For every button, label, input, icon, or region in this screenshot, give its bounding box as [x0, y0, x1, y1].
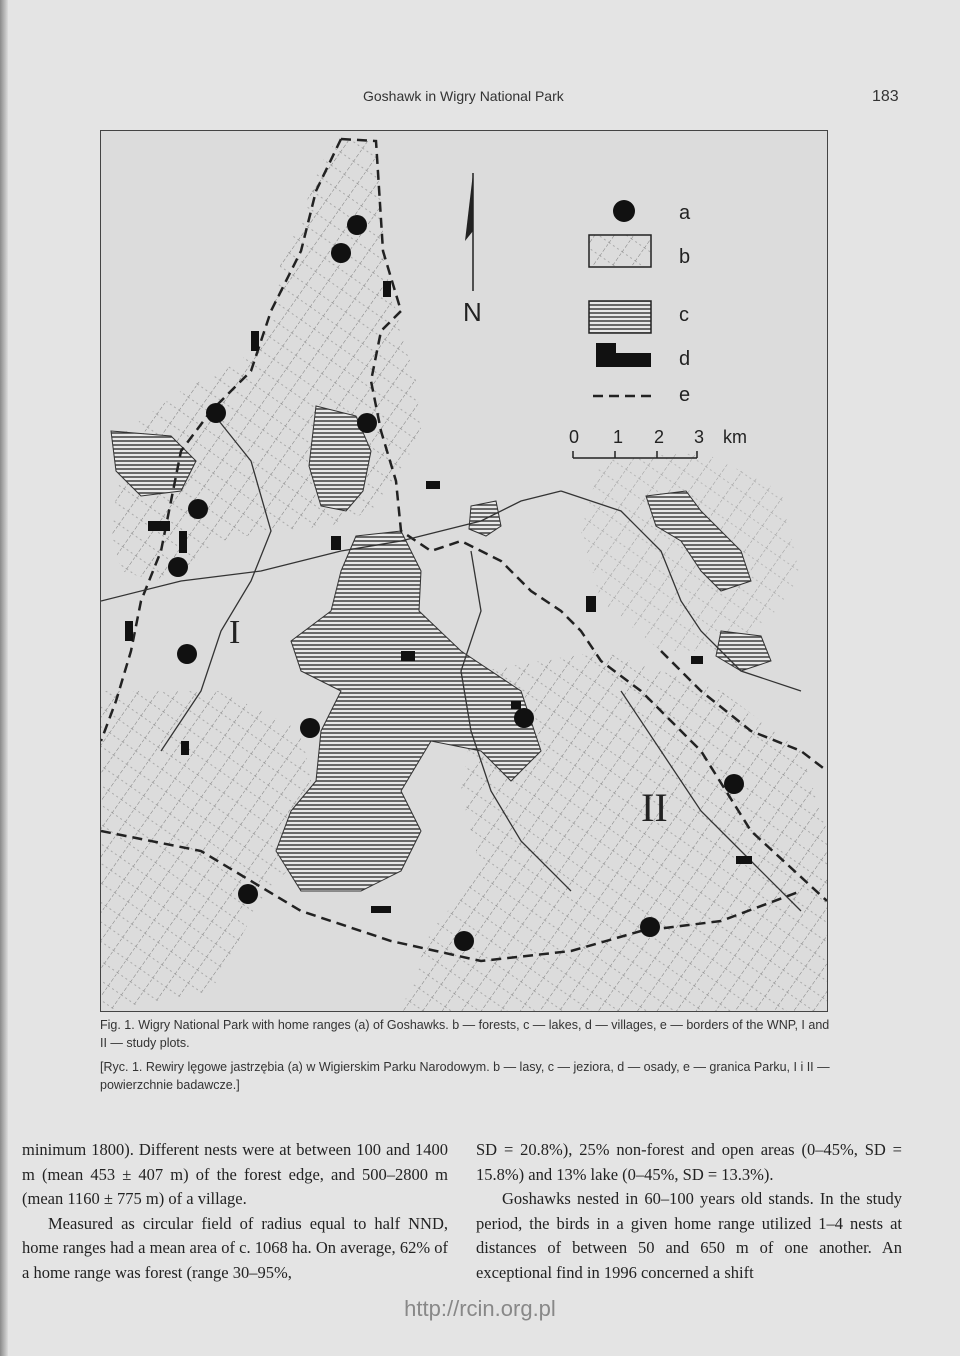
north-arrow [463, 173, 482, 327]
scale-tick-0: 0 [569, 427, 580, 447]
map-legend [589, 200, 691, 406]
legend-symbol-lake [589, 301, 651, 333]
scale-tick-1: 1 [613, 427, 624, 447]
legend-label-c: c [679, 304, 689, 326]
binding-shadow [0, 0, 8, 1356]
legend-symbol-forest [589, 235, 651, 267]
body-paragraph: minimum 1800). Different nests were at between 100 and 1400 m (mean 453 ± 407 m) of the forest edge, and 500–2800 m (mean 1160 ± 775 m) of a village. [22, 1140, 448, 1208]
scale-tick-3: 3 [694, 427, 705, 447]
legend-label-d: d [679, 348, 691, 370]
body-column-left [22, 1138, 448, 1285]
figure-caption-pl: [Ryc. 1. Rewiry lęgowe jastrzębia (a) w Wigierskim Parku Narodowym. b — lasy, c — jeziora, d — osady, e — granica Parku, I i II — powierzchnie badawcze.] [100, 1060, 830, 1092]
legend-label-a: a [679, 202, 691, 224]
north-label: N [463, 297, 482, 327]
scale-tick-2: 2 [654, 427, 665, 447]
body-paragraph: Measured as circular field of radius equal to half NND, home ranges had a mean area of c. 1068 ha. On average, 62% of a home range was forest (range 30–95%, [22, 1213, 448, 1282]
legend-symbol-nest [613, 200, 635, 222]
plot-two-label: II [641, 785, 668, 830]
scale-bar [569, 427, 747, 458]
body-column-right [476, 1138, 902, 1285]
legend-label-b: b [679, 246, 691, 268]
figure-map [100, 130, 828, 1012]
scale-unit: km [723, 427, 747, 447]
running-head: Goshawk in Wigry National Park [363, 88, 564, 104]
plot-one-label: I [229, 614, 241, 651]
legend-label-e: e [679, 384, 691, 406]
page-number: 183 [872, 88, 899, 105]
legend-symbol-village [596, 343, 651, 367]
body-paragraph: Goshawks nested in 60–100 years old stands. In the study period, the birds in a given home range utilized 1–4 nests at distances of between 50 and 650 m of one another. An exceptional find in 1996 concerned a shift [476, 1189, 902, 1282]
body-paragraph: SD = 20.8%), 25% non-forest and open areas (0–45%, SD = 15.8%) and 13% lake (0–45%, SD = 13.3%). [476, 1140, 902, 1184]
figure-caption-en: Fig. 1. Wigry National Park with home ranges (a) of Goshawks. b — forests, c — lakes, d — villages, e — borders of the WNP, I and II — study plots. [100, 1018, 830, 1050]
footer-url: http://rcin.org.pl [404, 1296, 556, 1321]
